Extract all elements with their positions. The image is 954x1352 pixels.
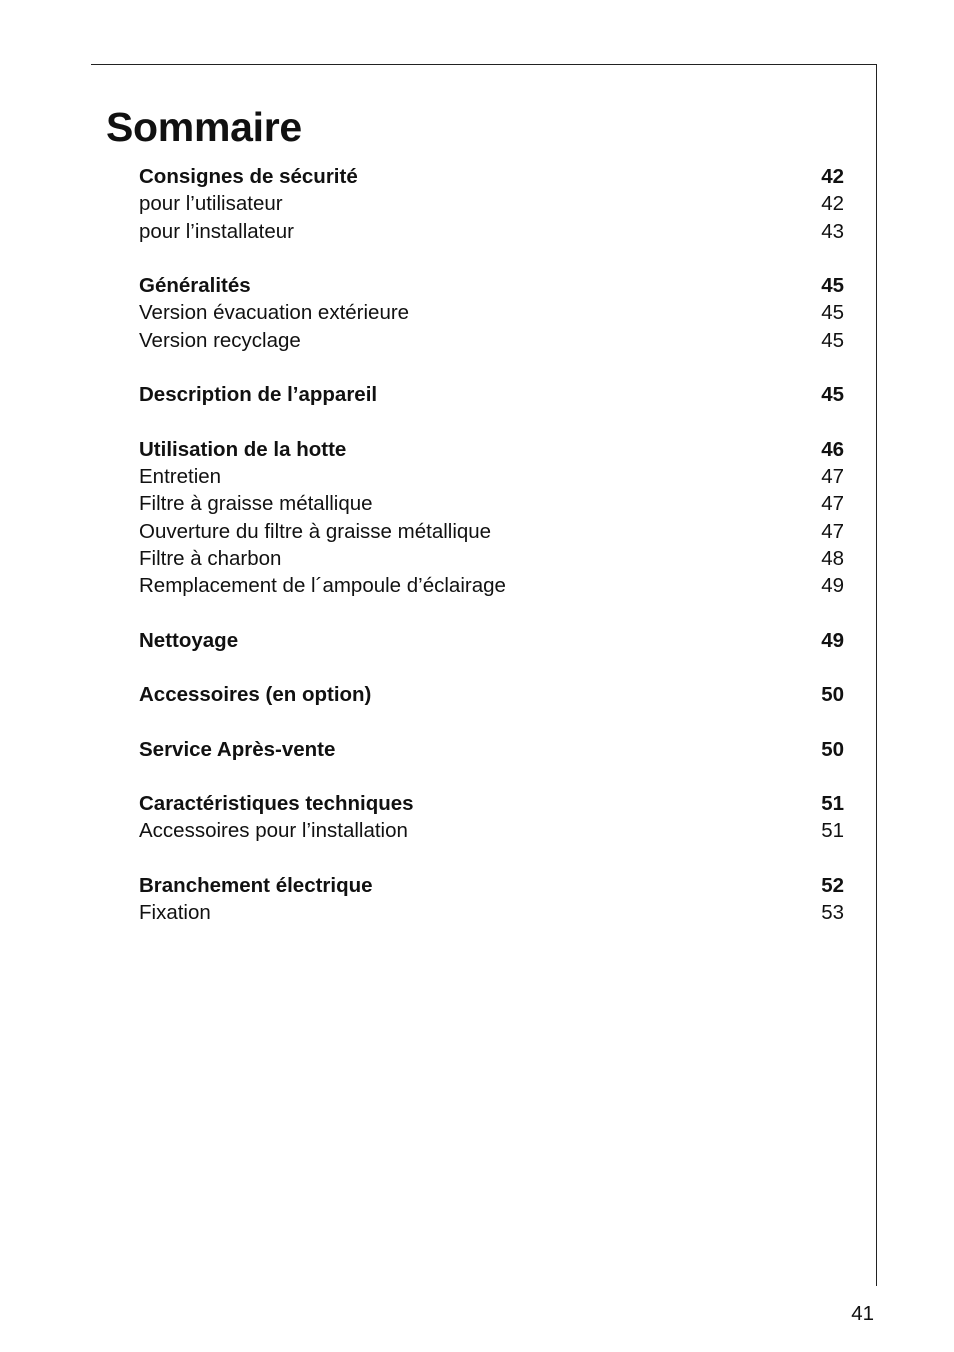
toc-section: [139, 381, 844, 408]
toc-entry-page: 43: [821, 219, 844, 243]
frame-right-rule: [876, 64, 877, 1286]
toc-section: [139, 736, 844, 763]
toc-heading-row: [139, 681, 844, 708]
toc-heading-row: [139, 736, 844, 763]
toc-entry-label: Filtre à charbon: [139, 546, 282, 570]
toc-entry-label: Généralités: [139, 274, 251, 298]
toc-entry-page: 42: [821, 165, 844, 188]
toc-subitem-row: [139, 572, 844, 599]
toc-entry-label: Accessoires (en option): [139, 683, 372, 707]
toc-section: [139, 681, 844, 708]
toc-entry-page: 42: [821, 192, 844, 216]
toc-entry-page: 47: [821, 464, 844, 488]
toc-entry-label: Filtre à graisse métallique: [139, 492, 373, 516]
toc-section: [139, 627, 844, 654]
toc-subitem-row: [139, 327, 844, 354]
toc-entry-page: 50: [821, 737, 844, 761]
toc-subitem-row: [139, 817, 844, 844]
page-number: 41: [851, 1302, 874, 1325]
toc-entry-page: 45: [821, 383, 844, 407]
toc-entry-label: Consignes de sécurité: [139, 165, 358, 188]
toc-entry-label: Fixation: [139, 901, 211, 925]
toc-entry-page: 45: [821, 274, 844, 298]
toc-heading-row: [139, 790, 844, 817]
toc-section: [139, 272, 844, 354]
toc-subitem-row: [139, 463, 844, 490]
toc-entry-page: 45: [821, 301, 844, 325]
toc-entry-label: Version recyclage: [139, 328, 301, 352]
toc-entry-label: Version évacuation extérieure: [139, 301, 410, 325]
toc-subitem-row: [139, 545, 844, 572]
toc-entry-label: pour l’installateur: [139, 219, 294, 243]
toc-entry-page: 49: [821, 574, 844, 598]
toc-entry-page: 45: [821, 328, 844, 352]
toc-entry-label: Nettoyage: [139, 628, 239, 652]
toc-heading-row: [139, 163, 844, 190]
toc-entry-label: Description de l’appareil: [139, 383, 378, 407]
page-title: Sommaire: [106, 104, 302, 150]
toc-subitem-row: [139, 190, 844, 217]
toc-heading-row: [139, 436, 844, 463]
frame-top-rule: [91, 64, 877, 65]
toc-entry-page: 48: [821, 546, 844, 570]
toc-entry-page: 49: [821, 628, 844, 652]
toc-entry-label: Entretien: [139, 464, 222, 488]
toc-entry-label: Ouverture du filtre à graisse métallique: [139, 519, 492, 543]
toc-entry-page: 46: [821, 437, 844, 461]
table-of-contents: [139, 163, 844, 954]
toc-entry-label: Remplacement de l´ampoule d’éclairage: [139, 574, 506, 598]
toc-entry-label: Branchement électrique: [139, 873, 373, 897]
toc-subitem-row: [139, 299, 844, 326]
toc-entry-page: 47: [821, 492, 844, 516]
toc-subitem-row: [139, 899, 844, 926]
toc-heading-row: [139, 381, 844, 408]
toc-entry-label: Service Après-vente: [139, 737, 336, 761]
toc-subitem-row: [139, 490, 844, 517]
toc-section: [139, 163, 844, 245]
toc-entry-label: Accessoires pour l’installation: [139, 819, 408, 843]
toc-heading-row: [139, 627, 844, 654]
toc-heading-row: [139, 272, 844, 299]
toc-entry-page: 51: [821, 819, 844, 843]
toc-subitem-row: [139, 518, 844, 545]
toc-entry-page: 47: [821, 519, 844, 543]
toc-entry-label: Utilisation de la hotte: [139, 437, 347, 461]
toc-section: [139, 436, 844, 600]
toc-section: [139, 872, 844, 927]
toc-subitem-row: [139, 218, 844, 245]
toc-entry-page: 52: [821, 873, 844, 897]
toc-section: [139, 790, 844, 845]
toc-entry-label: pour l’utilisateur: [139, 192, 283, 216]
toc-entry-page: 53: [821, 901, 844, 925]
toc-heading-row: [139, 872, 844, 899]
toc-entry-page: 51: [821, 792, 844, 816]
toc-entry-label: Caractéristiques techniques: [139, 792, 414, 816]
toc-entry-page: 50: [821, 683, 844, 707]
